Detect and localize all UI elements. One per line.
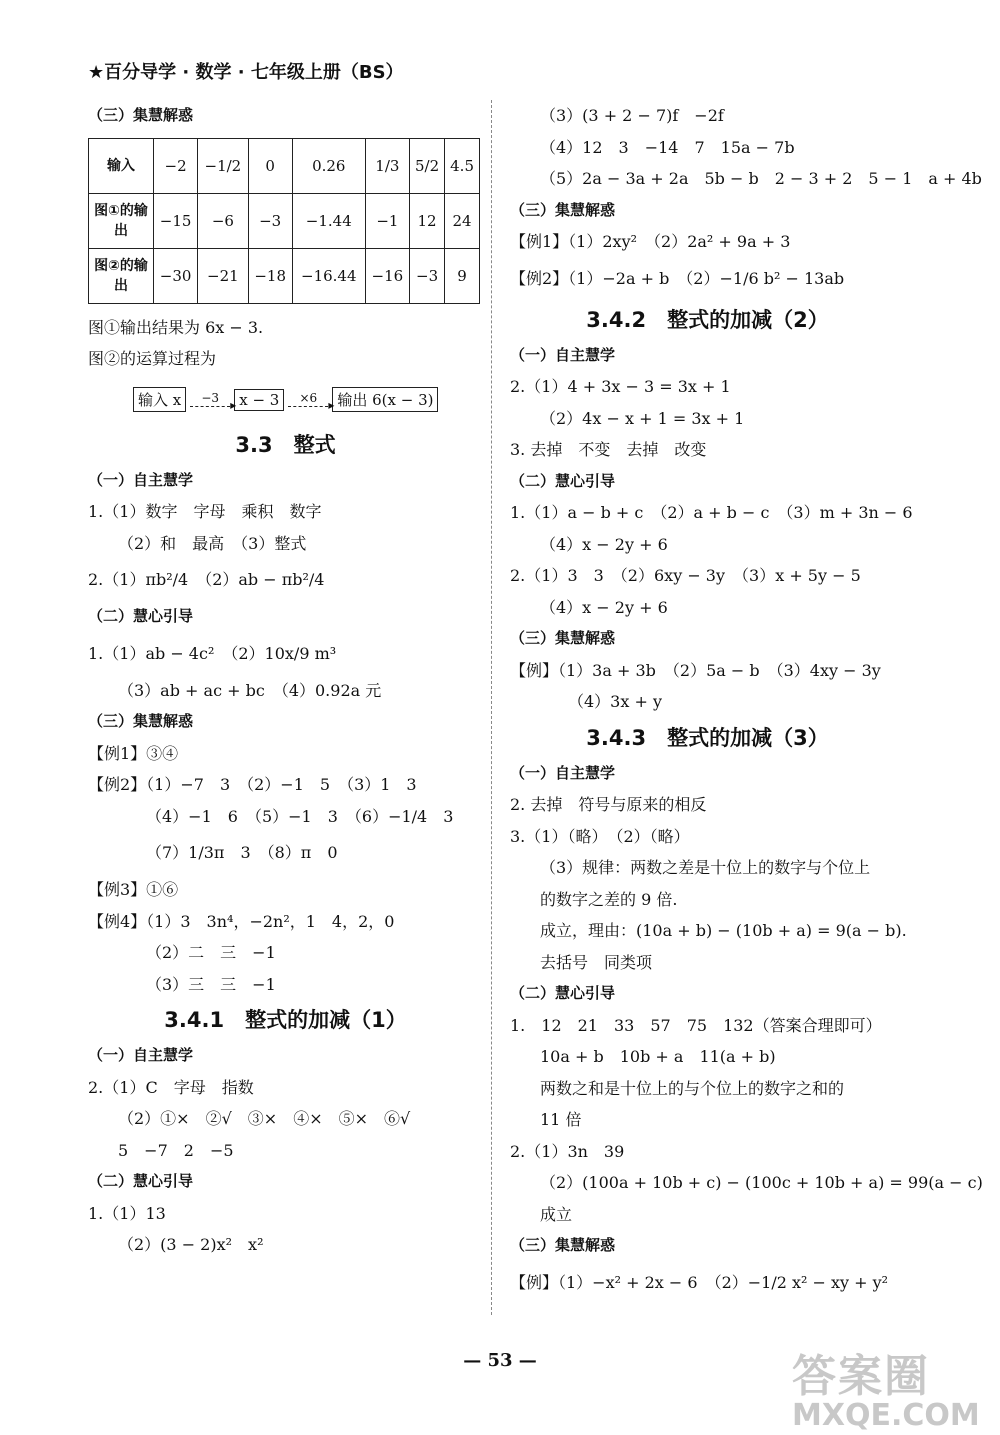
table-cell: −30 <box>154 248 198 303</box>
answer-line: 【例】（1）−x² + 2x − 6 （2）−1/2 x² − xy + y² <box>510 1272 889 1292</box>
watermark-logo: 答案圈 <box>792 1351 930 1402</box>
flow-middle-box: x − 3 <box>234 389 284 411</box>
table-cell: −15 <box>154 193 198 248</box>
arrow-line <box>288 406 328 407</box>
table-cell: −1/2 <box>198 138 248 193</box>
answer-line: 【例2】（1）−7 3 （2）−1 5 （3）1 3 <box>88 775 417 794</box>
table-row <box>89 248 480 303</box>
answer-line: 2.（1）C 字母 指数 <box>88 1077 254 1097</box>
row-header: 输入 <box>89 138 154 193</box>
page-number: — 53 — <box>463 1350 537 1371</box>
answer-line: （3）(3 + 2 − 7)f −2f <box>540 106 724 125</box>
table-cell: −16 <box>365 248 409 303</box>
answer-line: 【例4】（1）3 3n⁴，−2n²，1 4，2，0 <box>88 911 395 931</box>
answer-line: （2）二 三 −1 <box>146 943 276 962</box>
answer-line: （2）(3 − 2)x² x² <box>118 1235 264 1254</box>
answer-line: 图②的运算过程为 <box>88 349 217 368</box>
table-cell: 9 <box>445 248 480 303</box>
table-cell: 24 <box>445 193 480 248</box>
section-subheading: （三）集慧解惑 <box>510 629 616 647</box>
answer-line: 【例1】（1）2xy² （2）2a² + 9a + 3 <box>510 232 791 251</box>
page-header: ★百分导学 · 数学 · 七年级上册（BS） <box>88 62 404 83</box>
flow-arrow-label: ×6 <box>299 391 318 405</box>
table-cell: 5/2 <box>409 138 444 193</box>
table-cell: −3 <box>409 248 444 303</box>
table-cell: −1 <box>365 193 409 248</box>
table-cell: 0 <box>248 138 292 193</box>
section-title: 3.4.1 整式的加减（1） <box>164 1008 407 1032</box>
section-subheading: （二）慧心引导 <box>88 607 194 625</box>
flow-arrow-label: −3 <box>201 391 220 405</box>
answer-line: 【例】（1）3a + 3b （2）5a − b （3）4xy − 3y <box>510 660 881 680</box>
table-cell: 12 <box>409 193 444 248</box>
table-cell: −3 <box>248 193 292 248</box>
table-cell: −16.44 <box>292 248 365 303</box>
answer-line: 2.（1）πb²/4 （2）ab − πb²/4 <box>88 570 325 589</box>
watermark-url: MXQE.COM <box>792 1398 980 1433</box>
section-title: 3.3 整式 <box>235 432 336 457</box>
section-subheading: （二）慧心引导 <box>510 471 616 490</box>
table-cell: −2 <box>154 138 198 193</box>
flow-arrow <box>288 392 328 407</box>
answer-line: 3. 去掉 不变 去掉 改变 <box>510 440 707 459</box>
answer-line: （2）(100a + 10b + c) − (100c + 10b + a) = 99(a − c) <box>540 1173 983 1192</box>
answer-line: 成立 <box>540 1204 573 1224</box>
arrow-line <box>190 406 230 407</box>
flow-input-box: 输入 x <box>133 387 186 412</box>
table-cell: 1/3 <box>365 138 409 193</box>
table-cell: −6 <box>198 193 248 248</box>
answer-line: 【例1】③④ <box>88 743 179 763</box>
answer-line: （2）①× ②√ ③× ④× ⑤× ⑥√ <box>118 1109 411 1128</box>
answer-line: （3）ab + ac + bc （4）0.92a 元 <box>118 680 382 700</box>
table-cell: −18 <box>248 248 292 303</box>
section-subheading: （一）自主慧学 <box>510 763 616 782</box>
answer-line: 两数之和是十位上的与个位上的数字之和的 <box>540 1078 845 1098</box>
answer-line: 2. 去掉 符号与原来的相反 <box>510 795 707 814</box>
answer-line: 2.（1）4 + 3x − 3 = 3x + 1 <box>510 377 731 396</box>
right-column <box>510 100 983 1304</box>
answer-line: （4）x − 2y + 6 <box>540 597 668 617</box>
table-cell: −1.44 <box>292 193 365 248</box>
answer-line: （2）4x − x + 1 = 3x + 1 <box>540 408 745 428</box>
answer-line: 图①输出结果为 6x − 3. <box>88 317 264 337</box>
answer-line: 的数字之差的 9 倍. <box>540 889 678 909</box>
answer-line: （7）1/3π 3 （8）π 0 <box>146 843 338 862</box>
section-subheading: （一）自主慧学 <box>88 470 194 489</box>
section-subheading: （三）集慧解惑 <box>88 106 194 124</box>
answer-line: （3）三 三 −1 <box>146 974 276 994</box>
section-subheading: （三）集慧解惑 <box>510 200 616 219</box>
answer-line: 1.（1）13 <box>88 1203 166 1223</box>
answer-line: 【例3】①⑥ <box>88 880 179 899</box>
answer-line: （4）3x + y <box>568 692 663 711</box>
row-header: 图②的输出 <box>89 248 154 303</box>
section-subheading: （二）慧心引导 <box>88 1172 194 1190</box>
answer-line: （4）x − 2y + 6 <box>540 534 668 554</box>
input-output-table <box>88 138 480 304</box>
answer-line: 2.（1）3n 39 <box>510 1141 625 1161</box>
answer-line: 【例2】（1）−2a + b （2）−1/6 b² − 13ab <box>510 268 845 288</box>
left-column <box>88 100 483 1261</box>
section-title: 3.4.3 整式的加减（3） <box>586 725 829 750</box>
answer-line: 1.（1）ab − 4c² （2）10x/9 m³ <box>88 643 337 663</box>
answer-line: 1. 12 21 33 57 75 132（答案合理即可） <box>510 1015 882 1035</box>
answer-line: （4）12 3 −14 7 15a − 7b <box>540 137 795 157</box>
table-cell: −21 <box>198 248 248 303</box>
table-row <box>89 138 480 193</box>
row-header: 图①的输出 <box>89 193 154 248</box>
answer-line: 1.（1）a − b + c （2）a + b − c （3）m + 3n − 6 <box>510 503 913 522</box>
answer-line: 2.（1）3 3 （2）6xy − 3y （3）x + 5y − 5 <box>510 566 861 585</box>
answer-line: 去括号 同类项 <box>540 952 653 972</box>
watermark <box>792 1340 992 1433</box>
section-subheading: （二）慧心引导 <box>510 984 616 1002</box>
answer-line: （3）规律：两数之差是十位上的数字与个位上 <box>540 858 871 877</box>
section-title: 3.4.2 整式的加减（2） <box>586 307 829 332</box>
answer-line: 11 倍 <box>540 1110 582 1129</box>
answer-line: 3.（1）（略） （2）（略） <box>510 826 690 846</box>
flow-arrow <box>190 392 230 407</box>
table-row <box>89 193 480 248</box>
section-subheading: （三）集慧解惑 <box>510 1236 616 1254</box>
column-divider <box>491 100 492 1315</box>
section-subheading: （一）自主慧学 <box>510 345 616 364</box>
answer-line: （5）2a − 3a + 2a 5b − b 2 − 3 + 2 5 − 1 a + 4b <box>540 169 982 188</box>
flow-output-box: 输出 6(x − 3) <box>332 387 438 412</box>
answer-line: 成立，理由：(10a + b) − (10b + a) = 9(a − b). <box>540 921 907 940</box>
answer-line: （2）和 最高 （3）整式 <box>118 533 307 553</box>
table-cell: 0.26 <box>292 138 365 193</box>
section-subheading: （一）自主慧学 <box>88 1046 194 1064</box>
table-cell: 4.5 <box>445 138 480 193</box>
flow-diagram <box>88 375 483 425</box>
answer-line: 1.（1）数字 字母 乘积 数字 <box>88 502 322 521</box>
answer-line: （4）−1 6 （5）−1 3 （6）−1/4 3 <box>146 806 454 826</box>
section-subheading: （三）集慧解惑 <box>88 712 194 730</box>
answer-line: 10a + b 10b + a 11(a + b) <box>540 1047 776 1066</box>
answer-line: 5 −7 2 −5 <box>118 1140 234 1160</box>
